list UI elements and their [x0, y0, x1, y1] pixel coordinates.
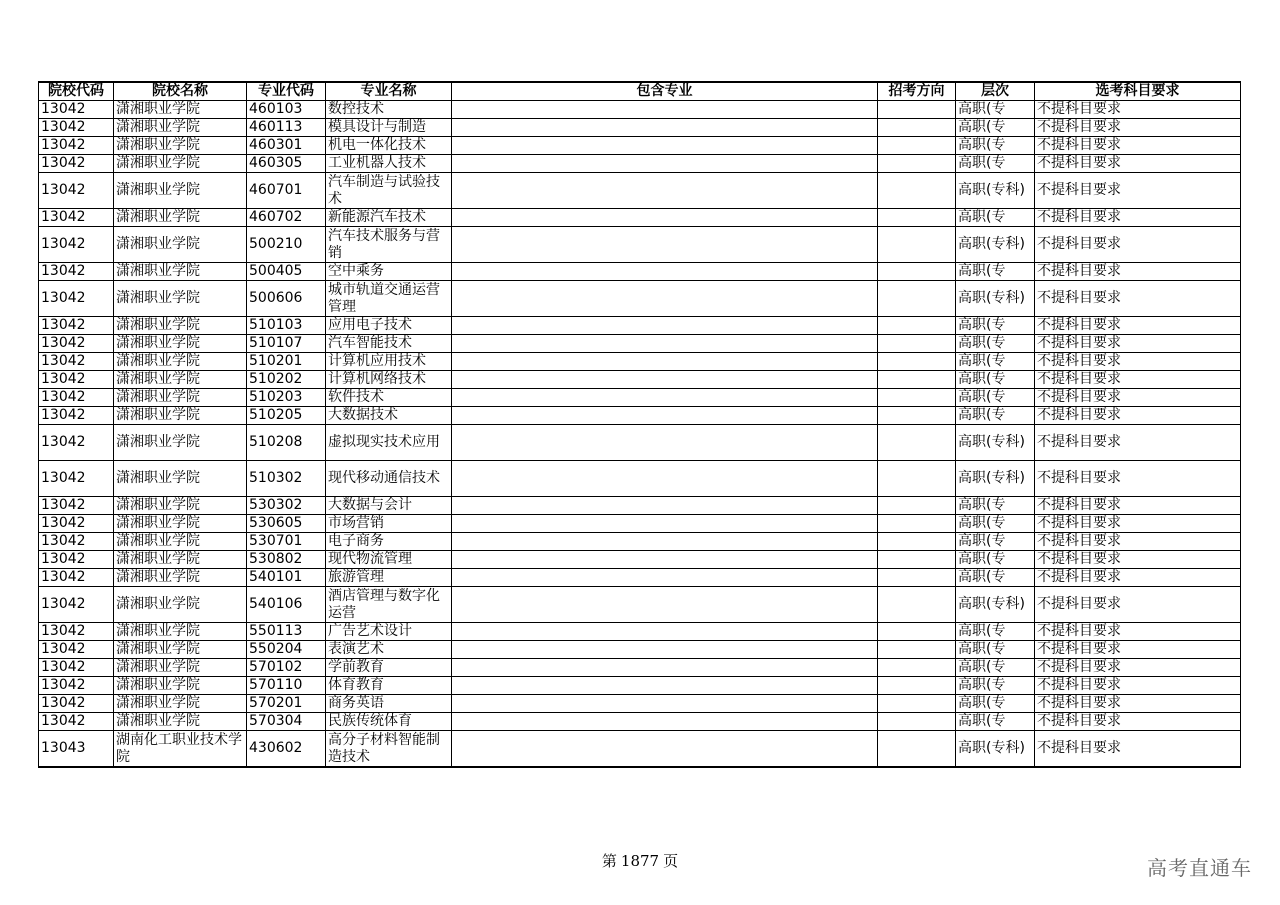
cell-direction [878, 497, 956, 515]
cell-level: 高职(专科) [956, 425, 1035, 461]
cell-major-code: 430602 [247, 731, 326, 768]
table-row [39, 623, 1241, 641]
table-row [39, 335, 1241, 353]
cell-school-code: 13042 [39, 623, 114, 641]
cell-subject-requirement: 不提科目要求 [1035, 389, 1241, 407]
header-school-name: 院校名称 [114, 82, 247, 101]
cell-level: 高职(专 [956, 623, 1035, 641]
cell-school-code: 13042 [39, 119, 114, 137]
cell-direction [878, 659, 956, 677]
cell-direction [878, 389, 956, 407]
cell-major-name: 学前教育 [326, 659, 452, 677]
cell-level: 高职(专 [956, 659, 1035, 677]
cell-level: 高职(专 [956, 335, 1035, 353]
cell-major-name: 机电一体化技术 [326, 137, 452, 155]
cell-level: 高职(专 [956, 713, 1035, 731]
watermark-text: 高考直通车 [1147, 856, 1252, 880]
cell-subject-requirement: 不提科目要求 [1035, 335, 1241, 353]
cell-level: 高职(专 [956, 497, 1035, 515]
cell-major-code: 570201 [247, 695, 326, 713]
cell-subject-requirement: 不提科目要求 [1035, 551, 1241, 569]
cell-major-name: 新能源汽车技术 [326, 209, 452, 227]
cell-subject-requirement: 不提科目要求 [1035, 623, 1241, 641]
table-row [39, 263, 1241, 281]
page-suffix: 页 [663, 852, 679, 870]
table-row [39, 497, 1241, 515]
cell-major-code: 460701 [247, 173, 326, 209]
cell-included-majors [452, 389, 878, 407]
cell-subject-requirement: 不提科目要求 [1035, 713, 1241, 731]
cell-major-code: 530302 [247, 497, 326, 515]
cell-major-code: 510302 [247, 461, 326, 497]
header-major-code: 专业代码 [247, 82, 326, 101]
cell-included-majors [452, 425, 878, 461]
cell-direction [878, 335, 956, 353]
cell-direction [878, 407, 956, 425]
cell-school-name: 潇湘职业学院 [114, 695, 247, 713]
cell-subject-requirement: 不提科目要求 [1035, 677, 1241, 695]
cell-school-name: 潇湘职业学院 [114, 569, 247, 587]
cell-major-name: 工业机器人技术 [326, 155, 452, 173]
cell-major-name: 汽车制造与试验技术 [326, 173, 452, 209]
cell-subject-requirement: 不提科目要求 [1035, 317, 1241, 335]
cell-school-name: 潇湘职业学院 [114, 659, 247, 677]
cell-level: 高职(专 [956, 641, 1035, 659]
cell-major-code: 570102 [247, 659, 326, 677]
cell-level: 高职(专科) [956, 587, 1035, 623]
cell-school-name: 潇湘职业学院 [114, 281, 247, 317]
cell-school-name: 潇湘职业学院 [114, 371, 247, 389]
table-row [39, 137, 1241, 155]
cell-school-name: 湖南化工职业技术学院 [114, 731, 247, 768]
cell-major-code: 500210 [247, 227, 326, 263]
table-row [39, 317, 1241, 335]
cell-major-code: 500405 [247, 263, 326, 281]
cell-school-name: 潇湘职业学院 [114, 425, 247, 461]
cell-major-code: 510208 [247, 425, 326, 461]
cell-level: 高职(专科) [956, 461, 1035, 497]
cell-school-name: 潇湘职业学院 [114, 119, 247, 137]
cell-direction [878, 515, 956, 533]
cell-included-majors [452, 137, 878, 155]
cell-school-code: 13042 [39, 209, 114, 227]
cell-subject-requirement: 不提科目要求 [1035, 137, 1241, 155]
cell-school-name: 潇湘职业学院 [114, 533, 247, 551]
cell-level: 高职(专 [956, 263, 1035, 281]
cell-school-code: 13042 [39, 425, 114, 461]
cell-direction [878, 587, 956, 623]
cell-subject-requirement: 不提科目要求 [1035, 119, 1241, 137]
cell-major-code: 460103 [247, 101, 326, 119]
cell-school-code: 13042 [39, 101, 114, 119]
cell-level: 高职(专 [956, 155, 1035, 173]
cell-level: 高职(专科) [956, 173, 1035, 209]
cell-school-code: 13042 [39, 515, 114, 533]
cell-major-name: 民族传统体育 [326, 713, 452, 731]
cell-included-majors [452, 551, 878, 569]
table-row [39, 569, 1241, 587]
cell-school-code: 13042 [39, 407, 114, 425]
cell-included-majors [452, 569, 878, 587]
cell-school-code: 13042 [39, 371, 114, 389]
header-subject-requirement: 选考科目要求 [1035, 82, 1241, 101]
cell-school-code: 13042 [39, 551, 114, 569]
cell-school-name: 潇湘职业学院 [114, 353, 247, 371]
cell-direction [878, 119, 956, 137]
table-row [39, 227, 1241, 263]
cell-school-code: 13043 [39, 731, 114, 768]
header-major-name: 专业名称 [326, 82, 452, 101]
cell-included-majors [452, 227, 878, 263]
cell-school-code: 13042 [39, 227, 114, 263]
cell-school-name: 潇湘职业学院 [114, 155, 247, 173]
cell-included-majors [452, 695, 878, 713]
cell-direction [878, 155, 956, 173]
cell-level: 高职(专科) [956, 731, 1035, 768]
cell-school-name: 潇湘职业学院 [114, 263, 247, 281]
cell-major-name: 应用电子技术 [326, 317, 452, 335]
cell-direction [878, 317, 956, 335]
table-row [39, 515, 1241, 533]
cell-included-majors [452, 713, 878, 731]
cell-level: 高职(专 [956, 533, 1035, 551]
cell-school-code: 13042 [39, 137, 114, 155]
cell-level: 高职(专 [956, 119, 1035, 137]
cell-included-majors [452, 623, 878, 641]
cell-school-code: 13042 [39, 263, 114, 281]
cell-included-majors [452, 155, 878, 173]
cell-subject-requirement: 不提科目要求 [1035, 407, 1241, 425]
cell-subject-requirement: 不提科目要求 [1035, 371, 1241, 389]
cell-subject-requirement: 不提科目要求 [1035, 497, 1241, 515]
table-row [39, 389, 1241, 407]
cell-major-code: 510202 [247, 371, 326, 389]
cell-major-code: 460301 [247, 137, 326, 155]
table-row [39, 551, 1241, 569]
cell-school-code: 13042 [39, 533, 114, 551]
cell-direction [878, 461, 956, 497]
cell-level: 高职(专 [956, 407, 1035, 425]
cell-direction [878, 371, 956, 389]
cell-school-code: 13042 [39, 659, 114, 677]
header-school-code: 院校代码 [39, 82, 114, 101]
cell-direction [878, 731, 956, 768]
cell-major-code: 550204 [247, 641, 326, 659]
cell-major-code: 460702 [247, 209, 326, 227]
cell-school-code: 13042 [39, 587, 114, 623]
cell-school-code: 13042 [39, 281, 114, 317]
cell-level: 高职(专 [956, 551, 1035, 569]
cell-major-code: 530605 [247, 515, 326, 533]
cell-included-majors [452, 209, 878, 227]
cell-school-name: 潇湘职业学院 [114, 677, 247, 695]
cell-included-majors [452, 587, 878, 623]
table-row [39, 101, 1241, 119]
cell-school-code: 13042 [39, 713, 114, 731]
table-row [39, 155, 1241, 173]
cell-included-majors [452, 515, 878, 533]
cell-included-majors [452, 371, 878, 389]
cell-major-name: 商务英语 [326, 695, 452, 713]
cell-included-majors [452, 659, 878, 677]
cell-subject-requirement: 不提科目要求 [1035, 227, 1241, 263]
cell-school-name: 潇湘职业学院 [114, 587, 247, 623]
cell-direction [878, 137, 956, 155]
cell-major-code: 570304 [247, 713, 326, 731]
cell-major-code: 460305 [247, 155, 326, 173]
page-prefix: 第 [601, 852, 617, 870]
cell-level: 高职(专科) [956, 281, 1035, 317]
cell-major-name: 大数据与会计 [326, 497, 452, 515]
cell-subject-requirement: 不提科目要求 [1035, 209, 1241, 227]
cell-subject-requirement: 不提科目要求 [1035, 569, 1241, 587]
cell-level: 高职(专 [956, 371, 1035, 389]
cell-level: 高职(专 [956, 389, 1035, 407]
cell-major-name: 模具设计与制造 [326, 119, 452, 137]
table-row [39, 695, 1241, 713]
cell-school-code: 13042 [39, 695, 114, 713]
cell-direction [878, 281, 956, 317]
cell-major-name: 现代移动通信技术 [326, 461, 452, 497]
cell-school-code: 13042 [39, 497, 114, 515]
cell-subject-requirement: 不提科目要求 [1035, 695, 1241, 713]
cell-level: 高职(专 [956, 515, 1035, 533]
cell-school-name: 潇湘职业学院 [114, 551, 247, 569]
cell-school-name: 潇湘职业学院 [114, 317, 247, 335]
cell-included-majors [452, 101, 878, 119]
cell-major-name: 高分子材料智能制造技术 [326, 731, 452, 768]
cell-major-code: 460113 [247, 119, 326, 137]
cell-direction [878, 173, 956, 209]
cell-school-name: 潇湘职业学院 [114, 497, 247, 515]
table-body [39, 101, 1241, 768]
cell-major-name: 城市轨道交通运营管理 [326, 281, 452, 317]
cell-subject-requirement: 不提科目要求 [1035, 587, 1241, 623]
table-row [39, 407, 1241, 425]
cell-direction [878, 209, 956, 227]
header-direction: 招考方向 [878, 82, 956, 101]
cell-included-majors [452, 497, 878, 515]
cell-included-majors [452, 317, 878, 335]
table-row [39, 209, 1241, 227]
table-row [39, 533, 1241, 551]
cell-included-majors [452, 263, 878, 281]
cell-major-code: 510103 [247, 317, 326, 335]
cell-direction [878, 533, 956, 551]
cell-included-majors [452, 281, 878, 317]
cell-direction [878, 101, 956, 119]
cell-major-name: 虚拟现实技术应用 [326, 425, 452, 461]
table-row [39, 119, 1241, 137]
cell-level: 高职(专 [956, 137, 1035, 155]
cell-school-name: 潇湘职业学院 [114, 641, 247, 659]
cell-major-name: 汽车智能技术 [326, 335, 452, 353]
cell-school-name: 潇湘职业学院 [114, 389, 247, 407]
cell-major-code: 510205 [247, 407, 326, 425]
cell-major-name: 表演艺术 [326, 641, 452, 659]
cell-direction [878, 677, 956, 695]
cell-included-majors [452, 173, 878, 209]
cell-school-code: 13042 [39, 677, 114, 695]
cell-major-code: 530701 [247, 533, 326, 551]
cell-major-name: 广告艺术设计 [326, 623, 452, 641]
cell-subject-requirement: 不提科目要求 [1035, 515, 1241, 533]
cell-major-name: 汽车技术服务与营销 [326, 227, 452, 263]
cell-direction [878, 551, 956, 569]
cell-school-name: 潇湘职业学院 [114, 209, 247, 227]
cell-level: 高职(专 [956, 101, 1035, 119]
table-row [39, 353, 1241, 371]
header-included-majors: 包含专业 [452, 82, 878, 101]
cell-subject-requirement: 不提科目要求 [1035, 155, 1241, 173]
header-row [39, 82, 1241, 101]
cell-major-name: 旅游管理 [326, 569, 452, 587]
cell-level: 高职(专 [956, 317, 1035, 335]
cell-level: 高职(专 [956, 677, 1035, 695]
cell-direction [878, 713, 956, 731]
table-row [39, 371, 1241, 389]
cell-major-code: 510201 [247, 353, 326, 371]
cell-direction [878, 569, 956, 587]
cell-major-name: 体育教育 [326, 677, 452, 695]
cell-major-code: 510203 [247, 389, 326, 407]
table-row [39, 587, 1241, 623]
cell-included-majors [452, 353, 878, 371]
table-row [39, 641, 1241, 659]
cell-major-name: 大数据技术 [326, 407, 452, 425]
cell-subject-requirement: 不提科目要求 [1035, 641, 1241, 659]
page-number: 1877 [620, 852, 660, 870]
header-level: 层次 [956, 82, 1035, 101]
table-row [39, 731, 1241, 768]
cell-level: 高职(专科) [956, 227, 1035, 263]
cell-school-name: 潇湘职业学院 [114, 623, 247, 641]
cell-school-name: 潇湘职业学院 [114, 461, 247, 497]
table-row [39, 677, 1241, 695]
cell-major-name: 市场营销 [326, 515, 452, 533]
cell-included-majors [452, 335, 878, 353]
cell-school-code: 13042 [39, 353, 114, 371]
cell-level: 高职(专 [956, 695, 1035, 713]
cell-included-majors [452, 119, 878, 137]
cell-major-name: 电子商务 [326, 533, 452, 551]
cell-subject-requirement: 不提科目要求 [1035, 425, 1241, 461]
cell-included-majors [452, 677, 878, 695]
cell-included-majors [452, 407, 878, 425]
table-row [39, 281, 1241, 317]
admissions-table [38, 81, 1241, 768]
cell-major-code: 510107 [247, 335, 326, 353]
cell-school-code: 13042 [39, 389, 114, 407]
cell-school-code: 13042 [39, 335, 114, 353]
cell-major-name: 酒店管理与数字化运营 [326, 587, 452, 623]
cell-school-name: 潇湘职业学院 [114, 101, 247, 119]
cell-major-name: 计算机网络技术 [326, 371, 452, 389]
cell-school-code: 13042 [39, 173, 114, 209]
cell-major-code: 500606 [247, 281, 326, 317]
table-row [39, 461, 1241, 497]
table-row [39, 659, 1241, 677]
cell-major-name: 计算机应用技术 [326, 353, 452, 371]
cell-major-name: 软件技术 [326, 389, 452, 407]
cell-subject-requirement: 不提科目要求 [1035, 101, 1241, 119]
cell-included-majors [452, 641, 878, 659]
cell-level: 高职(专 [956, 569, 1035, 587]
cell-major-name: 现代物流管理 [326, 551, 452, 569]
cell-school-name: 潇湘职业学院 [114, 407, 247, 425]
table-row [39, 173, 1241, 209]
cell-major-name: 数控技术 [326, 101, 452, 119]
cell-major-code: 530802 [247, 551, 326, 569]
cell-school-code: 13042 [39, 461, 114, 497]
cell-subject-requirement: 不提科目要求 [1035, 281, 1241, 317]
cell-direction [878, 263, 956, 281]
cell-subject-requirement: 不提科目要求 [1035, 173, 1241, 209]
cell-subject-requirement: 不提科目要求 [1035, 263, 1241, 281]
cell-direction [878, 641, 956, 659]
cell-level: 高职(专 [956, 353, 1035, 371]
table-row [39, 425, 1241, 461]
cell-major-code: 570110 [247, 677, 326, 695]
page-number-footer [0, 850, 1280, 871]
cell-subject-requirement: 不提科目要求 [1035, 659, 1241, 677]
cell-school-code: 13042 [39, 641, 114, 659]
table-row [39, 713, 1241, 731]
cell-school-code: 13042 [39, 317, 114, 335]
cell-direction [878, 227, 956, 263]
cell-school-code: 13042 [39, 569, 114, 587]
cell-major-name: 空中乘务 [326, 263, 452, 281]
cell-included-majors [452, 461, 878, 497]
cell-school-code: 13042 [39, 155, 114, 173]
cell-direction [878, 623, 956, 641]
cell-direction [878, 353, 956, 371]
cell-school-name: 潇湘职业学院 [114, 173, 247, 209]
cell-school-name: 潇湘职业学院 [114, 713, 247, 731]
cell-included-majors [452, 533, 878, 551]
cell-school-name: 潇湘职业学院 [114, 137, 247, 155]
cell-subject-requirement: 不提科目要求 [1035, 533, 1241, 551]
cell-subject-requirement: 不提科目要求 [1035, 731, 1241, 768]
cell-school-name: 潇湘职业学院 [114, 335, 247, 353]
cell-level: 高职(专 [956, 209, 1035, 227]
cell-major-code: 540106 [247, 587, 326, 623]
cell-subject-requirement: 不提科目要求 [1035, 353, 1241, 371]
cell-major-code: 540101 [247, 569, 326, 587]
cell-direction [878, 695, 956, 713]
cell-subject-requirement: 不提科目要求 [1035, 461, 1241, 497]
cell-included-majors [452, 731, 878, 768]
cell-direction [878, 425, 956, 461]
cell-school-name: 潇湘职业学院 [114, 227, 247, 263]
cell-major-code: 550113 [247, 623, 326, 641]
cell-school-name: 潇湘职业学院 [114, 515, 247, 533]
